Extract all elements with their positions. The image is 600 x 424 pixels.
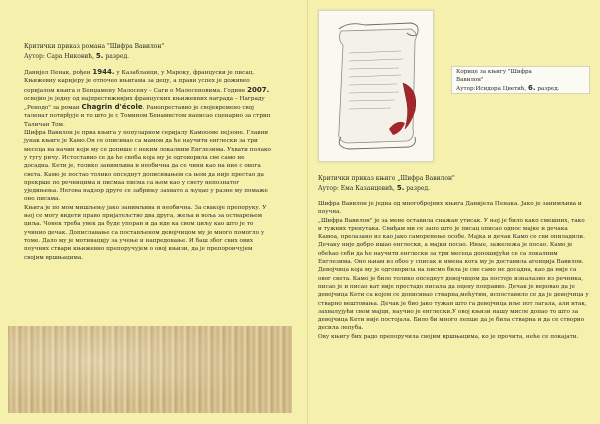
scroll-drawing-icon [319, 11, 433, 161]
page-divider [307, 0, 308, 424]
book-cover-drawing [318, 10, 434, 162]
left-author-grade: 5. [95, 51, 104, 60]
wood-texture-image [8, 326, 292, 413]
right-author: Аутор: Ема Казанцевић, 5. разред. [318, 183, 430, 192]
right-paragraph-3: Ову књигу бих радо препоручила својим вршњацима, ко је прочита, неће се покајати. [318, 333, 579, 340]
right-author-grade: 5. [396, 183, 405, 192]
right-title: Критички приказ књиге „Шифра Вавилон" [318, 175, 455, 182]
left-paragraph-2: Шифра Вавилон је прва књига у популарном серијалу Камооове пејзоне. Главни јунак књиге је Камо.Он се описивао са мамом да ће научити енглески за три месеца на начин који му се допише с неким локалним Енглезима. Ухвати полако у тугу ричу. Истоставио се да ће своба која му је одговорила све само не досадна. Кети је, толико занимљива и необична да се чини као на ние с овога света. Камо је постао толико опседнут дописивањем са њом да није престао да прекрше по речницима и писмаа писма са њом као у свету непознатог уједињења. Негова надзор друге се забрињу захвато а љуцао у разне му помаже оно писама. [24, 130, 271, 203]
right-article [318, 175, 590, 341]
left-paragraph-1: Данијел Пенак, рођен 1944. у Казабланци, у Мароку, француски је писац. Књижевну каријеру је отпочео књигама за децу, а прави успех је доживео серијалом књига о Бенџамену Малосену – Саги о Малосеновима. Године 2007. освојио је једну од најпрестижнијих француских књижевних награда – Награду „Ренодо" за роман Chagrin d'école. Ранопреставио је својевремено свој таленат потврђује и то што је с Томином Бенамнстом написао сценарио за стрип Таличан Том. [24, 68, 271, 128]
left-author: Аутор: Сара Никовић, 5. разред. [24, 51, 130, 60]
right-paragraph-1: Шифра Вавилон је једна од многобројних књига Данијела Пенака. Јако је занимљива и поучна. [318, 201, 582, 216]
cover-caption-line-1: Корице за књигу "Шифра [456, 69, 532, 75]
left-paragraph-3: Књига је по мом мишљењу јако занимљива и необична. За свакоје препоруку. У њој се могу видети право пријатељство два друга, жеља и воља за остварењем циља. Чонек треба увек да буде упоран и да иде ка свом циљу као што је то учинио дечак. Допиславање са постављеном девојчицом му је много помогло у томе. Дало му је мотивацију за учење и напредовање. И баш због свих ових поучних ствари књижевно препоручујем о овој књизи, да је препорончујем својим вршњацима. [24, 204, 267, 261]
cover-caption-line-3: Аутор:Исидора Цветић, 6. разред. [456, 84, 560, 92]
left-title: Критички приказ романа "Шифра Вавилон" [24, 43, 165, 50]
left-article [24, 43, 272, 262]
cover-caption-line-2: Вавилон" [456, 77, 484, 83]
right-paragraph-2: „Шифра Вавилон" је за мене оставила снажан утисак. У њој је било како смешних, тако и тужних тренутака. Свиђам ми се запо што је писац описао однос мајке и дечака Камоа, прелазано из као јако саморенење особе. Мајка и дечак Камо се сви опиладили. Дечаку није добро ишао енглески, а мајки посао. Иные, зажележа је посао. Камо је обећао себи да ће научити енглески за три месеца допошијући се са локалним Енглезима. Оно њиам из обоо у списак и имена кога му је доставила агенција Вавилон. Девојчица која му је одговорила на писмо била је све само не досадна, као да није са овог света. Камо је било толико опседнут девојчицом да постоје изналазио из речника, писао је и писао кат није престадо писала да оцену поправио. Дечак је веровао да је девојчица Кети са којом се дописивао стварна,мећутим, испоставило се да је девојчица у стварно вештовања. Дечак је био јако тужан што га девојчица иље пот лагала, али итак, захвалујући свом мајци, научио је енглески.У овој књизи нашу мисле допао то што за девојчица Кети није постојала. Било би много лепше да је била стварна и да се створио десила лепуба. [318, 217, 589, 332]
cover-caption-box [451, 66, 590, 94]
